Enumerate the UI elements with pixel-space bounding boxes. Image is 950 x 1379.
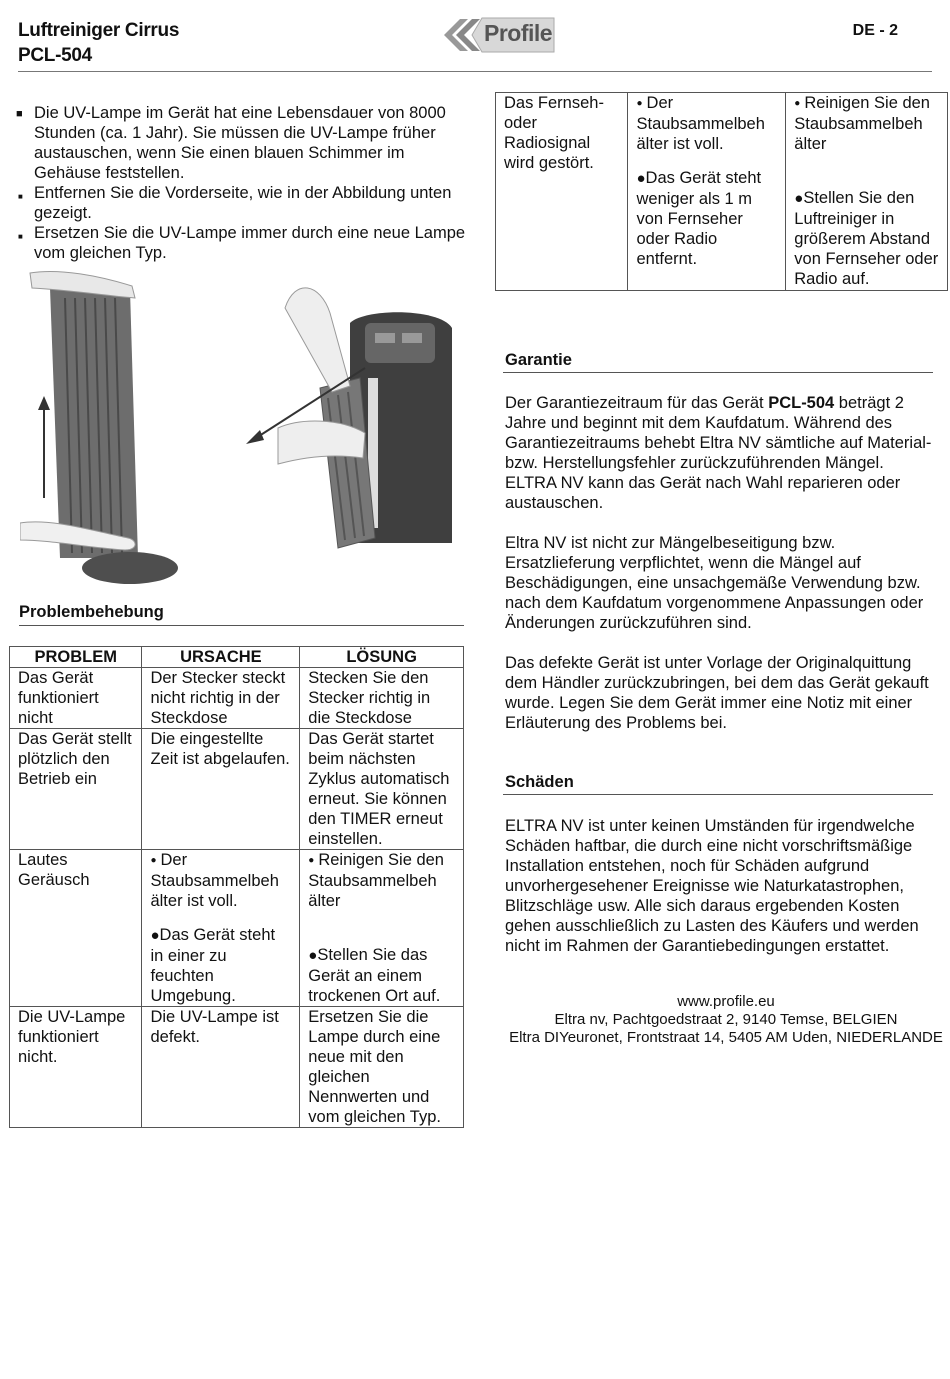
list-item: ■ Die UV-Lampe im Gerät hat eine Lebensdauer von 8000 Stunden (ca. 1 Jahr). Sie müssen die UV-Lampe früher austauschen, wenn Sie einen blauen Schimmer im Gehäuse feststellen. <box>16 104 446 182</box>
website-link[interactable]: www.profile.eu <box>677 993 775 1010</box>
list-item: ■ Ersetzen Sie die UV-Lampe immer durch eine neue Lampe vom gleichen Typ. <box>18 224 466 262</box>
round-bullet-icon: ● <box>636 98 643 109</box>
column-header: LÖSUNG <box>300 647 464 668</box>
round-bullet-icon: ● <box>636 170 646 187</box>
header-divider <box>18 71 932 72</box>
model-highlight: PCL-504 <box>768 394 835 412</box>
problem-cell: Lautes Geräusch <box>10 850 142 1007</box>
profile-logo <box>442 10 562 60</box>
damages-title: Schäden <box>505 773 574 791</box>
damages-paragraph: ELTRA NV ist unter keinen Umständen für irgendwelche Schäden haftbar, die durch eine nicht vorschriftsmäßige Installation entstehen, noch für Schäden aufgrund unvorhergesehener Ereignisse wie Naturkatastrophen, Blitzschläge usw. Alle sich daraus ergebenden Kosten gehen ausschließlich zu Lasten des Käufers und werden nicht im Rahmen der Garantiebedingungen erstattet. <box>505 817 919 955</box>
square-bullet-icon: ■ <box>16 108 23 120</box>
solution-cell: ● Reinigen Sie den Staubsammelbeh älter ●Stellen Sie den Luftreiniger in größerem Abstand von Fernseher oder Radio auf. <box>786 93 948 291</box>
round-bullet-icon: ● <box>150 927 160 944</box>
problem-cell: Das Gerät funktioniert nicht <box>10 668 142 729</box>
table-header-row <box>10 647 464 668</box>
table-row <box>10 668 464 729</box>
problem-cell: Das Fernseh- oder Radiosignal wird gestört. <box>496 93 628 291</box>
company-footer <box>505 993 947 1047</box>
problem-cell: Die UV-Lampe funktioniert nicht. <box>10 1007 142 1128</box>
guarantee-paragraph-1: Der Garantiezeitraum für das Gerät PCL-504 beträgt 2 Jahre und beginnt mit dem Kaufdatum. Während des Garantiezeitraums behebt Eltra NV sämtliche auf Material- bzw. Herstellungsfehler zurückzuführenden Mängel. ELTRA NV kann das Gerät nach Wahl reparieren oder austauschen. <box>505 394 932 512</box>
troubleshooting-title: Problembehebung <box>19 603 164 621</box>
column-header: PROBLEM <box>10 647 142 668</box>
address-line: Eltra nv, Pachtgoedstraat 2, 9140 Temse, BELGIEN <box>554 1011 898 1028</box>
guarantee-paragraph-2: Eltra NV ist nicht zur Mängelbeseitigung bzw. Ersatzlieferung verpflichtet, wenn die Mängel auf Beschädigungen, eine unsachgemäße Verwendung bzw. nach dem Kaufdatum vorgenommene Anpassungen oder Änderungen zurückzuführen sind. <box>505 534 924 632</box>
solution-cell: Stecken Sie den Stecker richtig in die Steckdose <box>300 668 464 729</box>
round-bullet-icon: ● <box>308 947 318 964</box>
list-item: ■ Entfernen Sie die Vorderseite, wie in der Abbildung unten gezeigt. <box>18 184 452 222</box>
solution-cell: Ersetzen Sie die Lampe durch eine neue mit den gleichen Nennwerten und vom gleichen Typ. <box>300 1007 464 1128</box>
cause-cell: Die UV-Lampe ist defekt. <box>142 1007 300 1128</box>
round-bullet-icon: ● <box>794 98 801 109</box>
logo-text: Profile <box>484 20 553 46</box>
cause-cell: ● Der Staubsammelbeh älter ist voll. ●Das Gerät steht weniger als 1 m von Fernseher oder Radio entfernt. <box>628 93 786 291</box>
square-bullet-icon: ■ <box>18 192 23 201</box>
table-row <box>10 729 464 850</box>
address-line: Eltra DIYeuronet, Frontstraat 14, 5405 AM Uden, NIEDERLANDE <box>509 1029 943 1046</box>
guarantee-title: Garantie <box>505 351 572 369</box>
table-row <box>496 93 948 291</box>
product-title: Luftreiniger Cirrus <box>18 20 180 41</box>
table-row <box>10 1007 464 1128</box>
uv-lamp-instructions <box>18 103 468 263</box>
section-divider <box>503 372 933 373</box>
round-bullet-icon: ● <box>794 190 804 207</box>
solution-cell: Das Gerät startet beim nächsten Zyklus automatisch erneut. Sie können den TIMER erneut einstellen. <box>300 729 464 850</box>
square-bullet-icon: ■ <box>18 232 23 241</box>
column-header: URSACHE <box>142 647 300 668</box>
table-row <box>10 850 464 1007</box>
cause-cell: Die eingestellte Zeit ist abgelaufen. <box>142 729 300 850</box>
filter-removal-illustration <box>20 268 460 588</box>
cause-cell: Der Stecker steckt nicht richtig in der Steckdose <box>142 668 300 729</box>
section-divider <box>503 794 933 795</box>
troubleshooting-table-continued <box>495 92 948 291</box>
solution-cell: ● Reinigen Sie den Staubsammelbeh älter ●Stellen Sie das Gerät an einem trockenen Ort auf. <box>300 850 464 1007</box>
round-bullet-icon: ● <box>308 855 315 866</box>
round-bullet-icon: ● <box>150 855 157 866</box>
guarantee-paragraph-3: Das defekte Gerät ist unter Vorlage der Originalquittung dem Händler zurückzubringen, bei dem das Gerät gekauft wurde. Legen Sie dem Gerät immer eine Notiz mit einer Erläuterung des Problems bei. <box>505 654 929 732</box>
problem-cell: Das Gerät stellt plötzlich den Betrieb ein <box>10 729 142 850</box>
troubleshooting-table <box>9 646 464 1128</box>
cause-cell: ● Der Staubsammelbeh älter ist voll. ●Das Gerät steht in einer zu feuchten Umgebung. <box>142 850 300 1007</box>
page-number: DE - 2 <box>852 22 898 39</box>
product-title-block <box>18 18 179 68</box>
product-model: PCL-504 <box>18 45 92 66</box>
section-divider <box>19 625 464 626</box>
